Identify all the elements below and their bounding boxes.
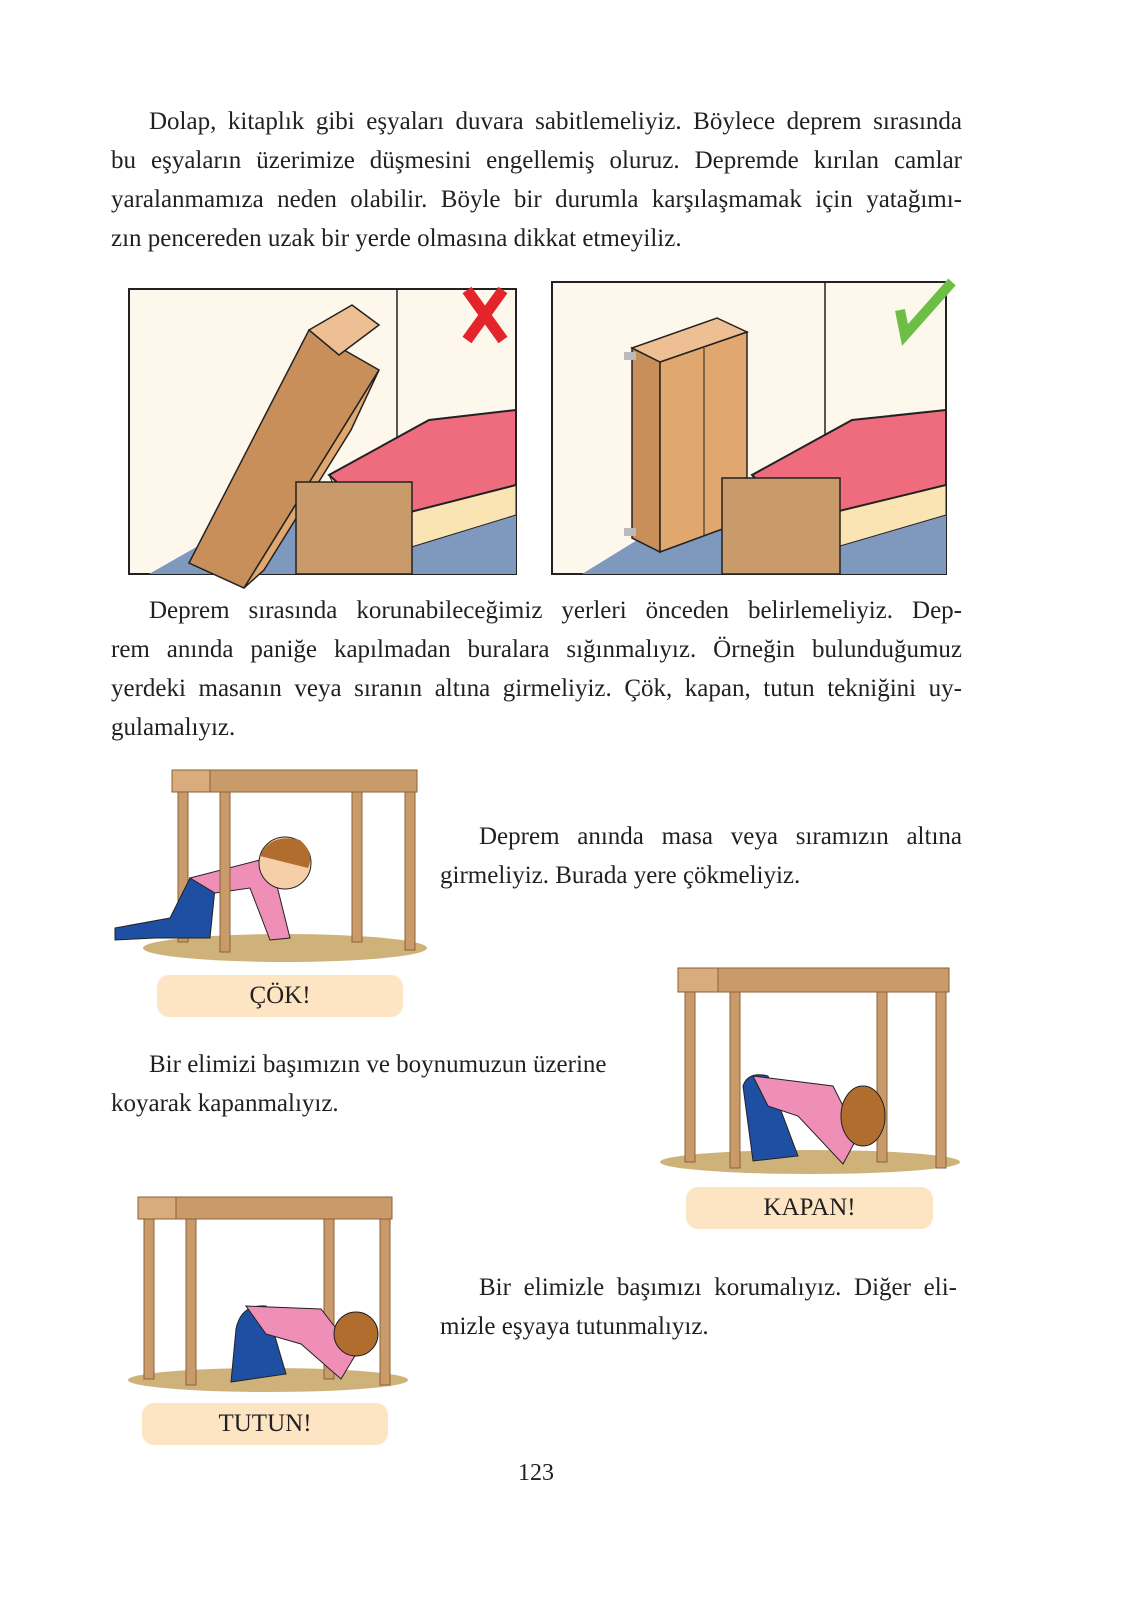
step-text: Deprem anında masa veya sıramızın altına (479, 823, 962, 850)
step-text: Bir elimizle başımızı korumalıyız. Diğer eli- (479, 1274, 957, 1301)
step-text: girmeliyiz. Burada yere çökmeliyiz. (440, 862, 801, 889)
text-line: Deprem sırasında korunabileceğimiz yerleri önceden belirlemeliyiz. Dep- (149, 597, 962, 624)
step-text: Bir elimizi başımızın ve boynumuzun üzerine (149, 1051, 607, 1078)
child-figure (115, 837, 311, 940)
illustration-unsecured-wardrobe (129, 270, 519, 576)
nightstand (722, 478, 840, 574)
illustration-drop (110, 768, 430, 968)
page-number: 123 (518, 1460, 554, 1486)
illustration-secured-wardrobe (552, 270, 952, 576)
text-line: zın pencereden uzak bir yerde olmasına dikkat etmeyiliz. (111, 225, 682, 252)
text-line: bu eşyaların üzerimize düşmesini engellemiş oluruz. Depremde kırılan camlar (111, 147, 962, 174)
step-text: koyarak kapanmalıyız. (111, 1090, 339, 1117)
wall-bracket-icon (624, 352, 636, 360)
wall-bracket-icon (624, 528, 636, 536)
nightstand (296, 482, 412, 574)
text-line: yerdeki masanın veya sıranın altına girmeliyiz. Çök, kapan, tutun tekniğini uy- (111, 675, 962, 702)
illustration-hold (126, 1194, 416, 1399)
step-text: mizle eşyaya tutunmalıyız. (440, 1313, 709, 1340)
text-line: Dolap, kitaplık gibi eşyaları duvara sabitlemeliyiz. Böylece deprem sırasında (149, 108, 962, 135)
illustration-cover (658, 966, 963, 1181)
step-label-cover: KAPAN! (686, 1187, 933, 1229)
step-label-hold: TUTUN! (142, 1403, 388, 1445)
step-label-drop: ÇÖK! (157, 975, 403, 1017)
text-line: gulamalıyız. (111, 714, 236, 741)
text-line: yaralanmamıza neden olabilir. Böyle bir durumla karşılaşmamak için yatağımı- (111, 186, 962, 213)
text-line: rem anında paniğe kapılmadan buralara sığınmalıyız. Örneğin bulunduğumuz (111, 636, 962, 663)
